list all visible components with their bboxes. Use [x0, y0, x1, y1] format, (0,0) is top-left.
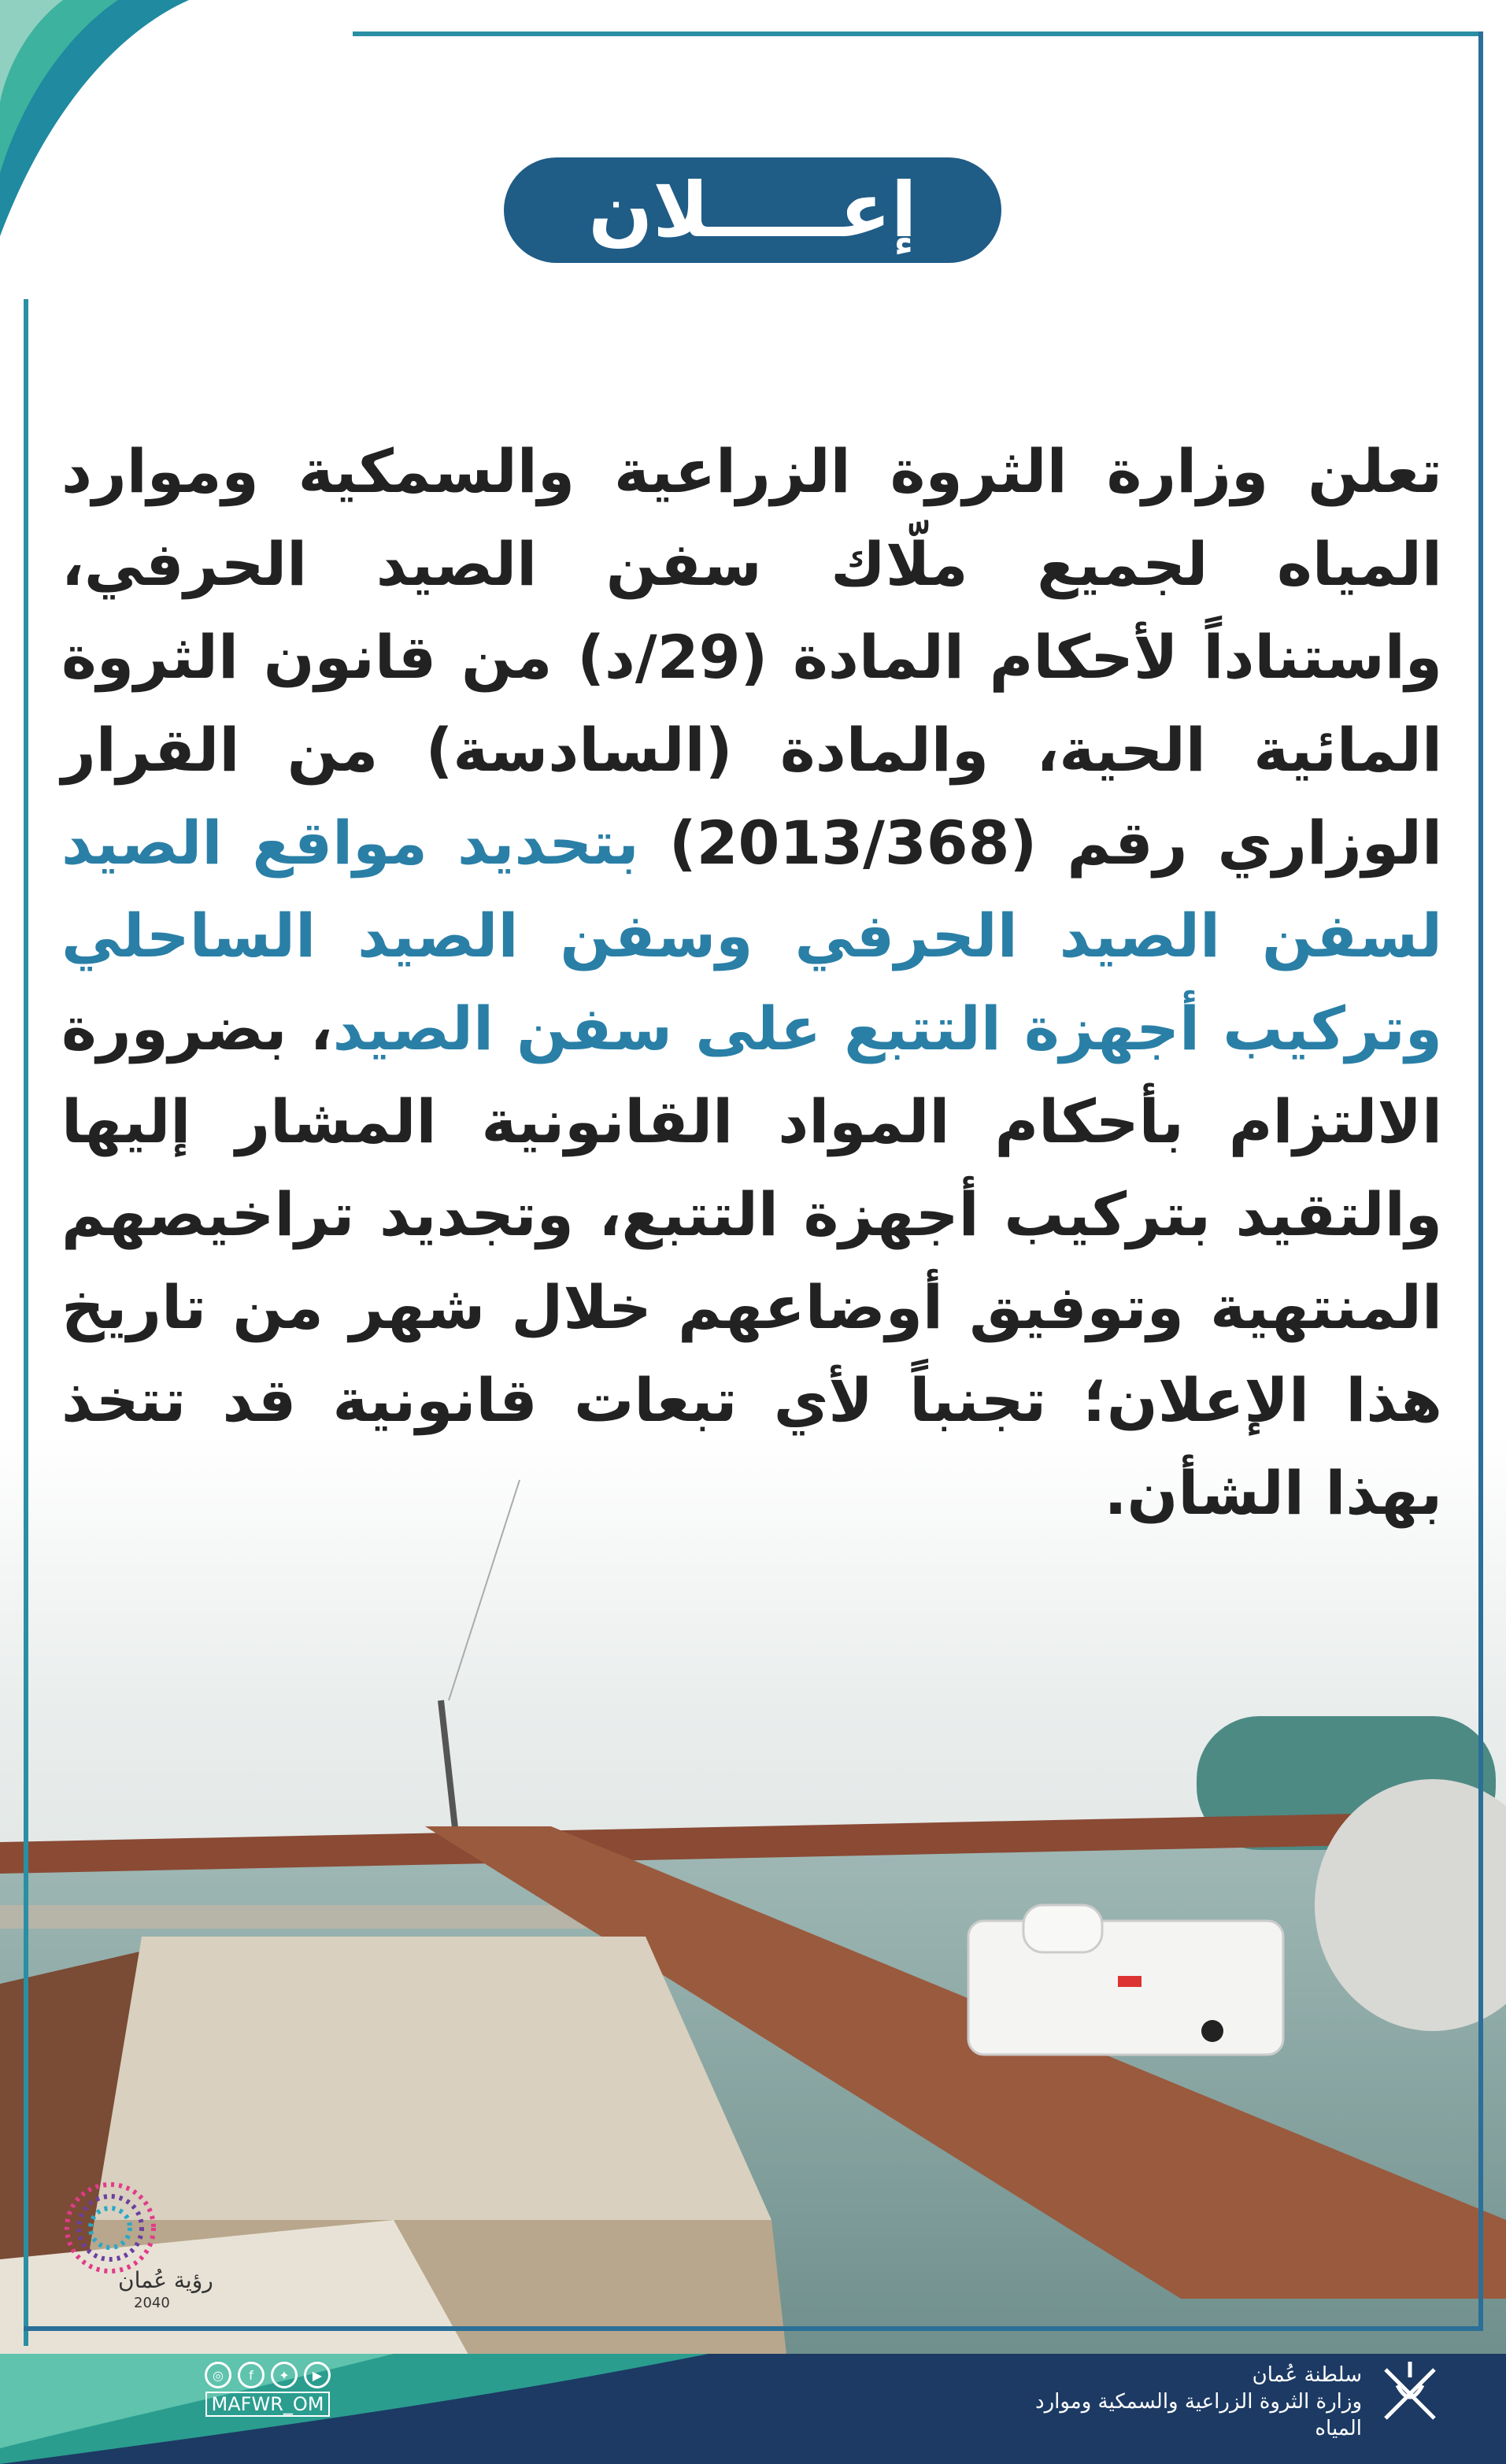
youtube-icon[interactable]: ▶ — [304, 2362, 331, 2388]
vision-name: رؤية عُمان — [118, 2267, 213, 2293]
page-title: إعـــــلان — [588, 166, 917, 254]
oman-emblem-icon — [1374, 2354, 1446, 2426]
corner-swoosh — [0, 0, 189, 252]
announcement-text — [61, 425, 1442, 1540]
frame-top-line — [353, 31, 1483, 36]
twitter-icon[interactable]: ✦ — [271, 2362, 298, 2388]
social-links — [197, 2362, 339, 2417]
frame-right-line — [1478, 31, 1483, 2330]
frame-bottom-line — [24, 2326, 1483, 2331]
vision-year: 2040 — [134, 2295, 170, 2311]
announcement-highlight: بتحديد مواقع الصيد لسفن الصيد الحرفي وسفن الصيد الساحلي وتركيب أجهزة التتبع على سفن الصيد — [61, 808, 1442, 1064]
ministry-name: وزارة الثروة الزراعية والسمكية وموارد المياه — [1035, 2390, 1362, 2440]
announcement-part-1: تعلن وزارة الثروة الزراعية والسمكية وموارد المياه لجميع ملّاك سفن الصيد الحرفي، واستناداً لأحكام المادة (29/د) من قانون الثروة المائية الحية، والمادة (السادسة) من القرار الوزاري رقم (2013/368) — [61, 436, 1442, 878]
announcement-part-2: ، بضرورة الالتزام بأحكام المواد القانونية المشار إليها والتقيد بتركيب أجهزة التتبع، وتجديد تراخيصهم المنتهية وتوفيق أوضاعهم خلال شهر من تاريخ هذا الإعلان؛ تجنباً لأي تبعات قانونية قد تتخذ بهذا الشأن. — [61, 993, 1442, 1528]
title-banner — [504, 157, 1001, 263]
social-handle[interactable]: MAFWR_OM — [205, 2392, 331, 2417]
instagram-icon[interactable]: ◎ — [205, 2362, 231, 2388]
frame-left-line — [24, 299, 28, 2346]
ministry-signature — [984, 2362, 1362, 2442]
background-photo — [0, 1433, 1506, 2362]
sultanate-name: سلطنة عُمان — [1252, 2363, 1362, 2387]
facebook-icon[interactable]: f — [238, 2362, 265, 2388]
